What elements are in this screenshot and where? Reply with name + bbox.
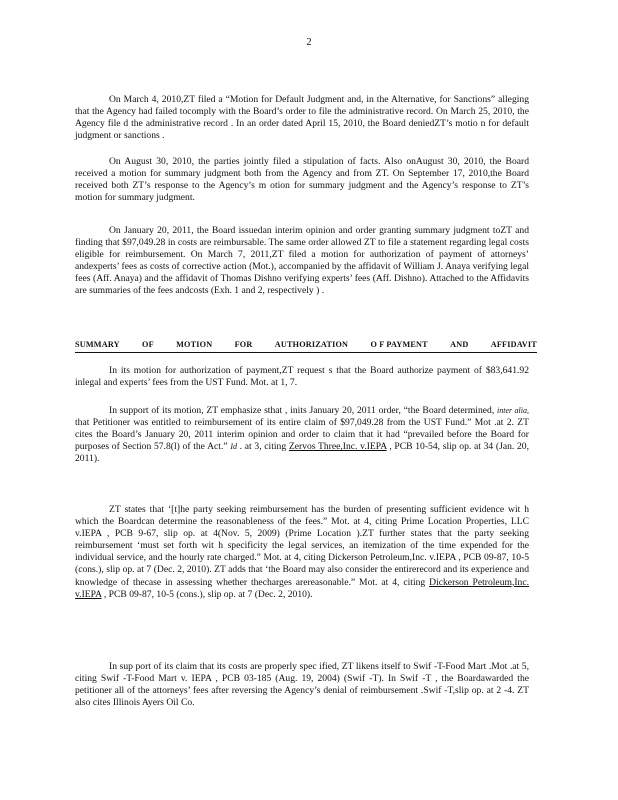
case-citation-dickerson: Dickerson Petroleum,Inc. v.IEPA: [75, 576, 529, 600]
section-header-word: AND: [450, 340, 469, 349]
paragraph-stipulation-of-facts: On August 30, 2010, the parties jointly filed a stipulation of facts. Also onAugust 30, 2010, the Board received a motion for summary judgment both from the Agency and from ZT. On September 17, 2010,the Board received both ZT’s response to the Agency’s m otion for summary judgment and the Agency’s response to ZT’s motion for summary judgment.: [75, 156, 529, 204]
italic-id-citation: Id: [230, 442, 237, 452]
paragraph-interim-opinion: On January 20, 2011, the Board issuedan interim opinion and order granting summary judgment toZT and finding that $97,049.28 in costs are reimbursable. The same order allowed ZT to file a statement regarding legal costs eligible for reimbursement. On March 7, 2011,ZT filed a motion for authorization of payment of attorneys’ andexperts’ fees as costs of corrective action (Mot.), accompanied by the affidavit of William J. Anaya verifying legal fees (Aff. Anaya) and the affidavit of Thomas Dishno verifying experts’ fees (Aff. Dishno). Attached to the Affidavits are summaries of the fees andcosts (Exh. 1 and 2, respectively ) .: [75, 225, 529, 297]
section-header-word: AUTHORIZATION: [274, 340, 349, 349]
section-header-word: AFFIDAVIT: [490, 340, 537, 349]
paragraph-motion-default-judgment: On March 4, 2010,ZT filed a “Motion for Default Judgment and, in the Alternative, for Sanctions” alleging that the Agency had failed tocomply with the Board’s order to file the administrative record. On March 25, 2010, the Agency file d the administrative record . In an order dated April 15, 2010, the Board deniedZT’s motio n for default judgment or sanctions .: [75, 94, 529, 142]
page-number: 2: [306, 37, 312, 48]
text-run: ZT states that ‘[t]he party seeking reimbursement has the burden of presenting sufficient evidence wit h which the Boardcan determine the reasonableness of the fees.” Mot. at 4, citing Prime Location Properties, LLC v.IEPA , PCB 9-67, slip op. at 4(Nov. 5, 2009) (Prime Location ).ZT further states that the party seeking reimbursement ‘must set forth wit h specificity the legal services, an itemization of the time expended for the individual service, and the hourly rate charged.” Mot. at 4, citing Dickerson Petroleum,Inc. v.IEPA , PCB 09-87, 10-5 (cons.), slip op. at 7 (Dec. 2, 2010). ZT adds that ‘the Board may also consider the entirerecord and its experience and knowledge of thecase in assessing whether thecharges arereasonable.” Mot. at 4, citing: [75, 504, 529, 588]
paragraph-swif-t-food-mart: In sup port of its claim that its costs are properly spec ified, ZT likens itself to Swif -T-Food Mart .Mot .at 5, citing Swif -T-Food Mart v. IEPA , PCB 03-185 (Aug. 19, 2004) (Swif -T). In Swif -T , the Boardawarded the petitioner all of the attorneys’ fees after reversing the Agency’s denial of reimbursement .Swif -T,slip op. at 2 -4. ZT also cites Illinois Ayers Oil Co.: [75, 661, 529, 709]
text-run: that Petitioner was entitled to reimbursement of its entire claim of $97,049.28 from the UST Fund.” Mot .at 2. ZT cites the Board’s January 20, 2011 interim opinion and order to claim that it had “prevailed before the Board for purposes of Section 57.8(l) of the Act.”: [75, 417, 529, 453]
section-header-word: OF: [142, 340, 154, 349]
section-header-word: FOR: [234, 340, 253, 349]
paragraph-burden-of-evidence: [75, 504, 529, 601]
case-citation-zervos: Zervos Three,Inc. v.IEPA: [288, 441, 387, 453]
section-header-word: SUMMARY: [75, 340, 120, 349]
italic-inter-alia: inter alia,: [497, 406, 529, 415]
section-header-summary-of-motion: [75, 339, 537, 353]
text-run: . at 3, citing: [236, 441, 289, 453]
section-header-word: MOTION: [176, 340, 213, 349]
paragraph-support-of-motion: [75, 405, 529, 465]
paragraph-payment-request: In its motion for authorization of payment,ZT request s that the Board authorize payment of $83,641.92 inlegal and experts’ fees from the UST Fund. Mot. at 1, 7.: [75, 365, 529, 389]
text-run: , PCB 09-87, 10-5 (cons.), slip op. at 7 (Dec. 2, 2010).: [101, 588, 313, 600]
text-run: In support of its motion, ZT emphasize sthat , inits January 20, 2011 order, “the Board determined,: [109, 405, 498, 416]
section-header-word: O F PAYMENT: [370, 340, 428, 349]
text-run: , PCB 10-54, slip op. at 34 (Jan. 20, 2011).: [75, 441, 529, 465]
